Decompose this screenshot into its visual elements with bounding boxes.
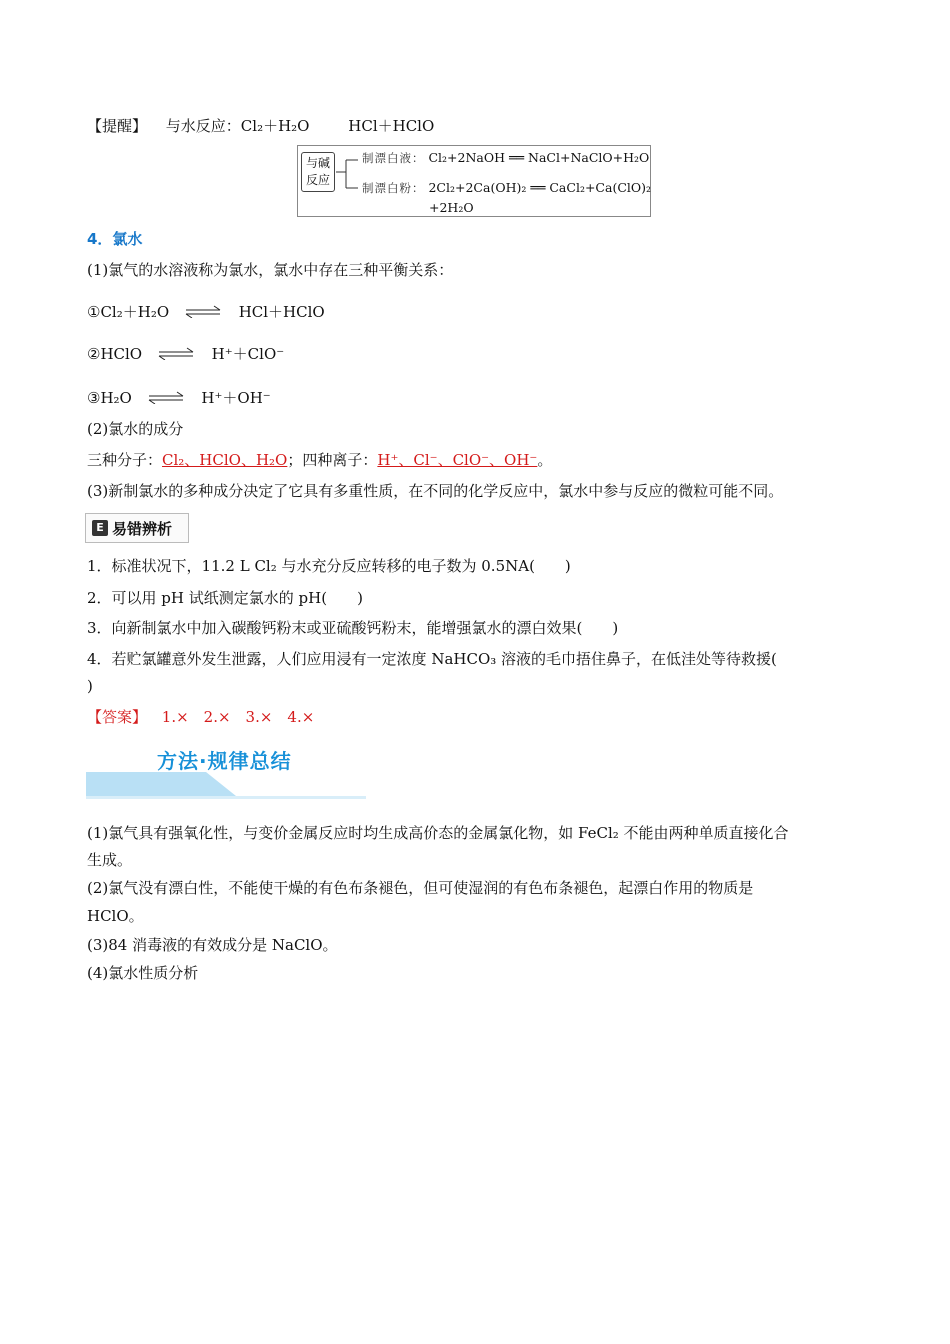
reversible-arrow-icon xyxy=(174,306,234,320)
answer-label: 【答案】 xyxy=(87,708,148,726)
method-title: 方法·规律总结 xyxy=(157,749,292,773)
p3-prefix: 三种分子： xyxy=(87,451,163,469)
eq1-left: ①Cl₂＋H₂O xyxy=(87,303,170,321)
equilibrium-1 xyxy=(87,302,325,322)
tip-product: HCl＋HClO xyxy=(348,117,435,135)
formula-row1 xyxy=(362,150,649,166)
eq3-right: H⁺＋OH⁻ xyxy=(201,389,271,407)
section4-p4: (3)新制氯水的多种成分决定了它具有多重性质，在不同的化学反应中，氯水中参与反应的微粒可能不同。 xyxy=(87,482,784,500)
yicuo-q4b: ) xyxy=(87,677,93,695)
eq1-right: HCl＋HClO xyxy=(238,303,325,321)
method-p2b: HClO。 xyxy=(87,907,144,925)
p3-mid: ；四种离子： xyxy=(287,451,378,469)
section4-p1: (1)氯气的水溶液称为氯水，氯水中存在三种平衡关系： xyxy=(87,261,454,279)
section4-p2: (2)氯水的成分 xyxy=(87,420,184,438)
row2-key: 制漂白粉： xyxy=(362,181,425,195)
row2-eq: 2Cl₂+2Ca(OH)₂ ══ CaCl₂+Ca(ClO)₂ xyxy=(428,180,652,195)
answer-text: 1.× 2.× 3.× 4.× xyxy=(161,708,315,726)
row1-eq: Cl₂+2NaOH ══ NaCl+NaClO+H₂O xyxy=(428,150,650,165)
tip-label: 【提醒】 xyxy=(87,117,148,135)
formula-row3 xyxy=(429,200,474,215)
yicuo-q2: 2．可以用 pH 试纸测定氯水的 pH( ) xyxy=(87,589,363,607)
equilibrium-2 xyxy=(87,344,284,364)
formula-row2 xyxy=(362,180,651,196)
method-p3: (3)84 消毒液的有效成分是 NaClO。 xyxy=(87,936,338,954)
method-p2a: (2)氯气没有漂白性，不能使干燥的有色布条褪色，但可使湿润的有色布条褪色，起漂白作用的物质是 xyxy=(87,879,754,897)
method-p4: (4)氯水性质分析 xyxy=(87,964,199,982)
method-p1a: (1)氯气具有强氧化性，与变价金属反应时均生成高价态的金属氯化物，如 FeCl₂ 不能由两种单质直接化合 xyxy=(87,824,789,842)
equilibrium-3 xyxy=(87,388,271,408)
method-p1b: 生成。 xyxy=(87,851,133,869)
eq2-right: H⁺＋ClO⁻ xyxy=(211,345,285,363)
p3-molecules: Cl₂、HClO、H₂O xyxy=(162,451,288,469)
tip-text: 与水反应：Cl₂＋H₂O xyxy=(165,117,310,135)
bracket-icon xyxy=(336,154,360,190)
yicuo-badge xyxy=(85,513,189,543)
p3-ions: H⁺、Cl⁻、ClO⁻、OH⁻ xyxy=(377,451,538,469)
formula-box xyxy=(297,145,651,217)
yicuo-q3: 3．向新制氯水中加入碳酸钙粉末或亚硫酸钙粉末，能增强氯水的漂白效果( ) xyxy=(87,619,619,637)
yicuo-q4a: 4．若贮氯罐意外发生泄露，人们应用浸有一定浓度 NaHCO₃ 溶液的毛巾捂住鼻子，在低洼处等待救援( xyxy=(87,650,777,668)
yicuo-label: 易错辨析 xyxy=(112,519,173,538)
row1-key: 制漂白液： xyxy=(362,151,425,165)
tag-line1: 与碱 xyxy=(305,156,330,170)
method-banner-decoration xyxy=(86,770,368,800)
tip-line xyxy=(87,116,434,136)
eq2-left: ②HClO xyxy=(87,345,143,363)
section4-heading: 4．氯水 xyxy=(87,230,143,248)
tag-line2: 反应 xyxy=(305,173,330,187)
reversible-arrow-icon xyxy=(147,348,207,362)
e-icon: E xyxy=(92,520,108,536)
p3-end: 。 xyxy=(537,451,553,469)
answer-line xyxy=(87,707,314,727)
eq3-left: ③H₂O xyxy=(87,389,132,407)
formula-box-tag xyxy=(301,152,335,192)
reversible-arrow-icon xyxy=(137,392,197,406)
row3-eq: +2H₂O xyxy=(429,200,474,215)
yicuo-q1: 1．标准状况下，11.2 L Cl₂ 与水充分反应转移的电子数为 0.5NA( ) xyxy=(87,557,571,575)
section4-p3 xyxy=(87,450,552,470)
